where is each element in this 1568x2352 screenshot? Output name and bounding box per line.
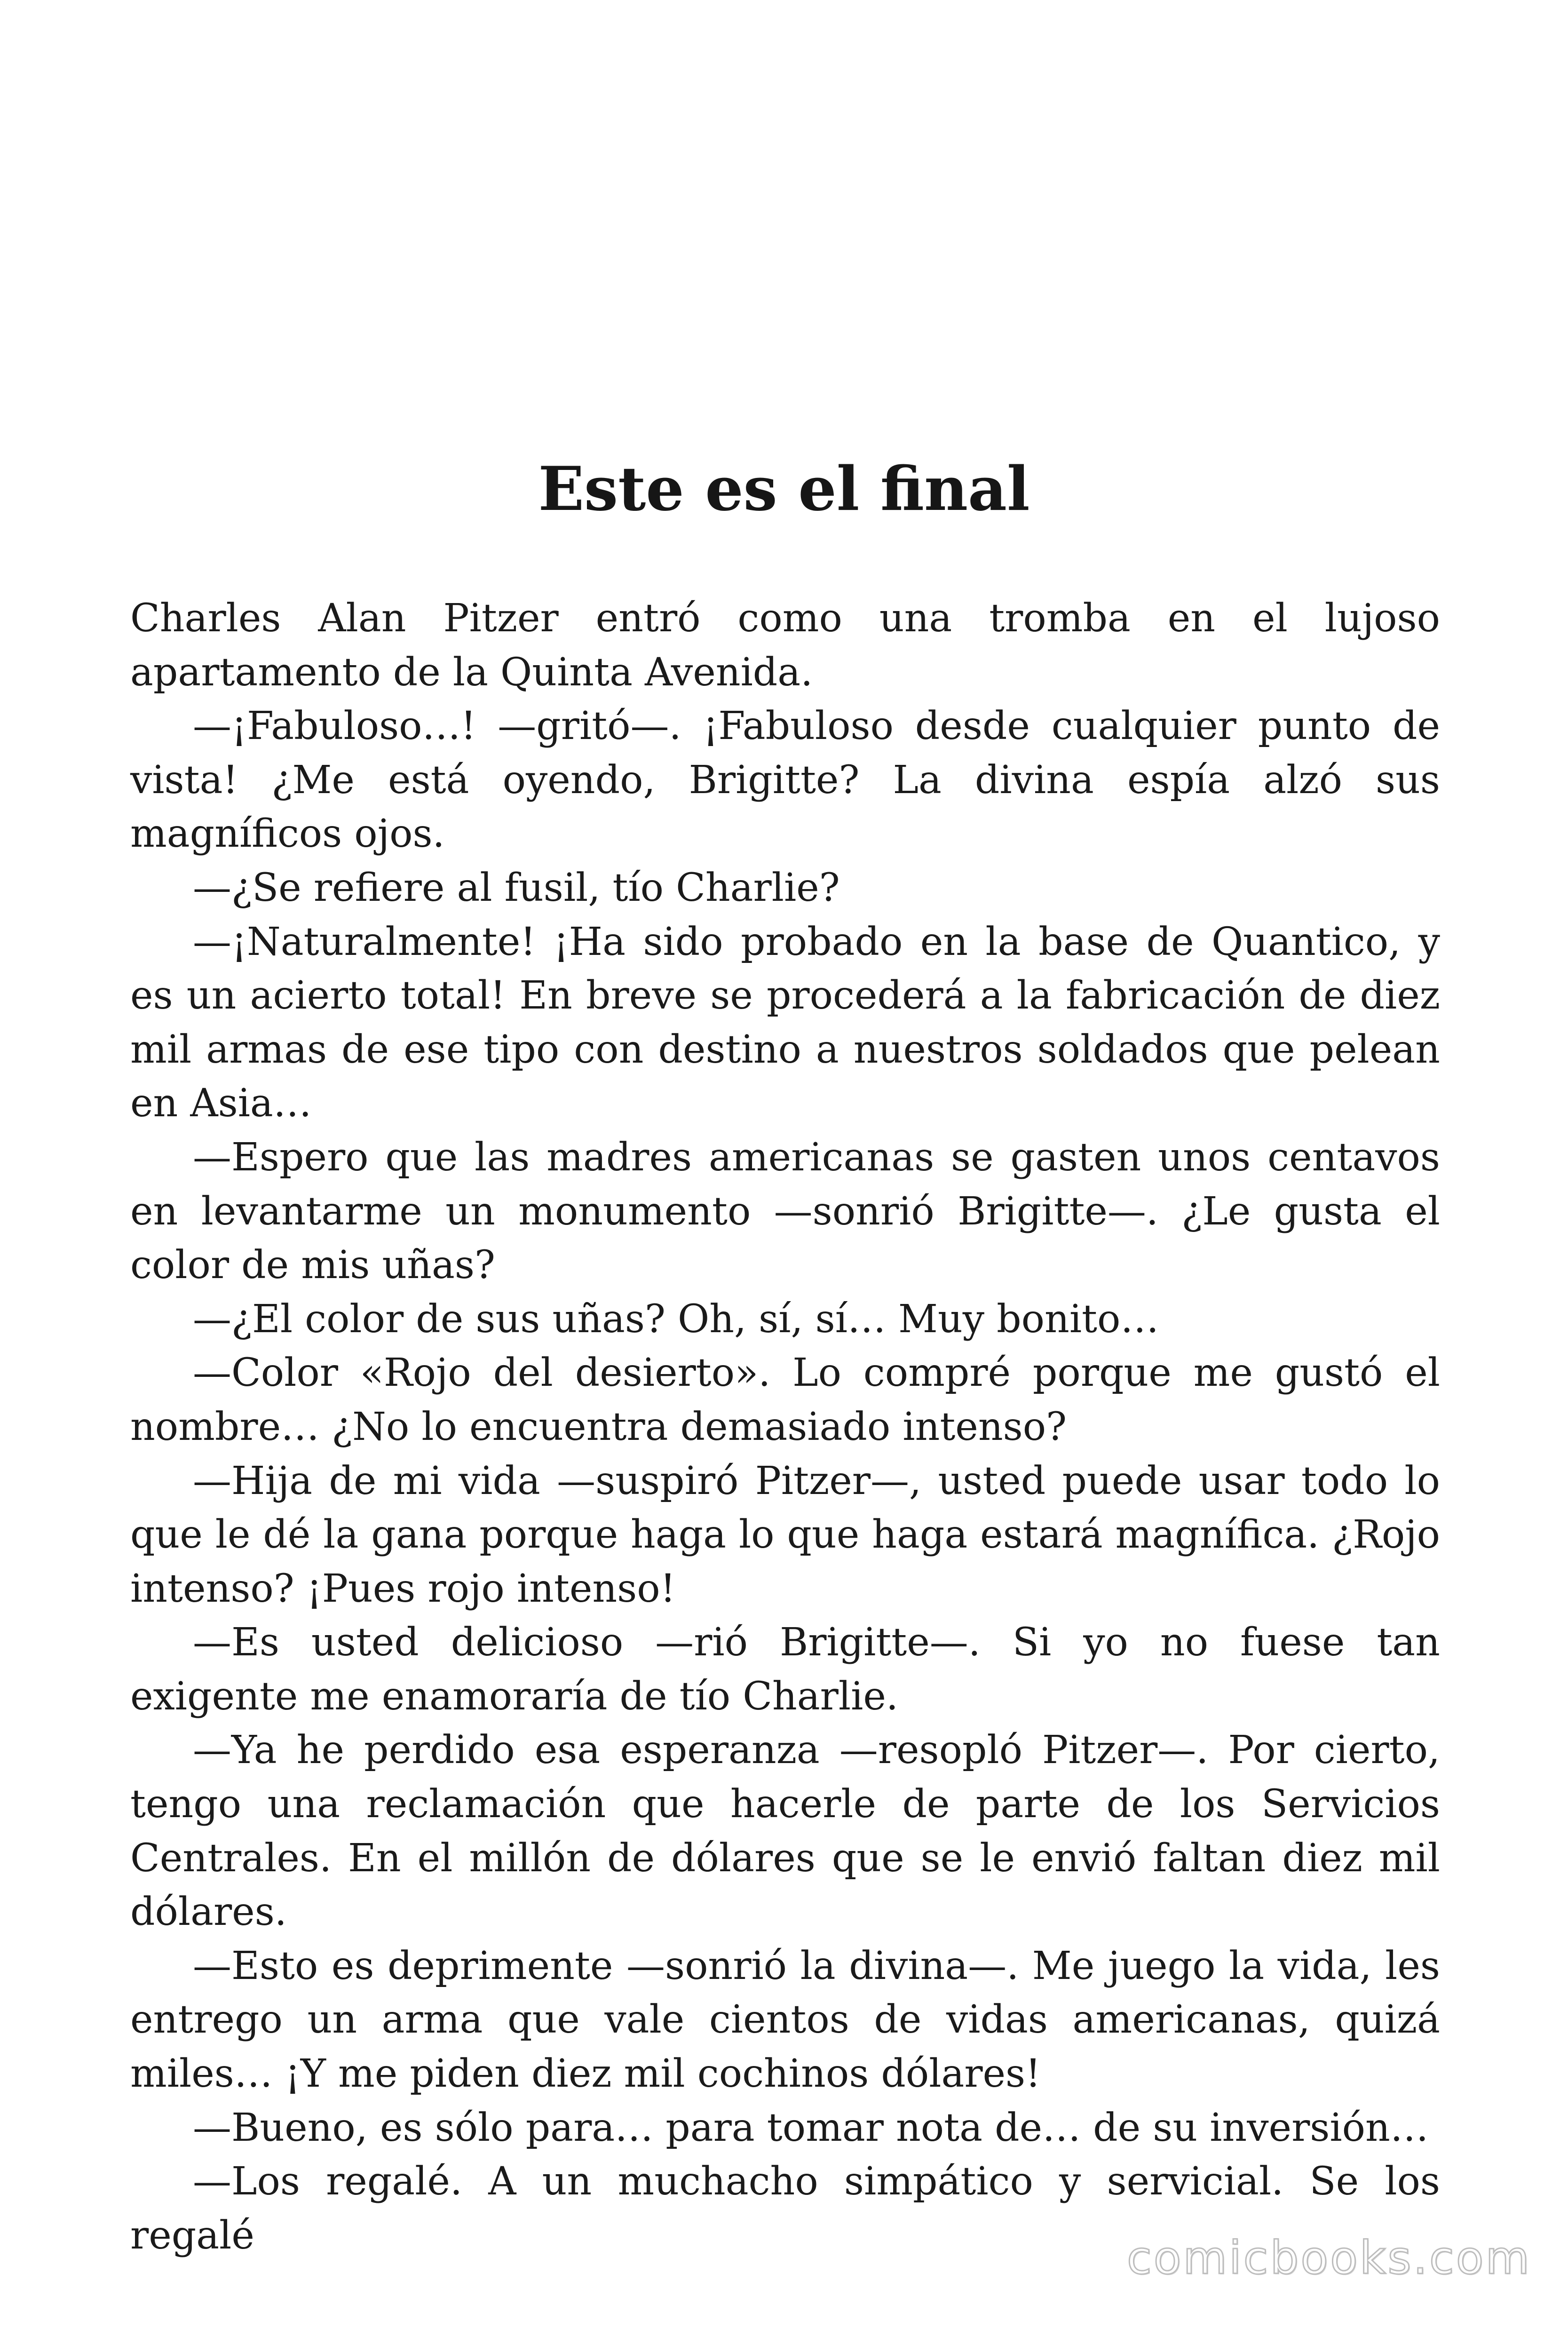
text-body — [130, 592, 1440, 2263]
paragraph: —¡Fabuloso…! —gritó—. ¡Fabuloso desde cualquier punto de vista! ¿Me está oyendo, Brigitte? La divina espía alzó sus magníficos ojos. — [130, 704, 1440, 857]
paragraph: —Esto es deprimente —sonrió la divina—. Me juego la vida, les entrego un arma que vale cientos de vidas americanas, quizá miles… ¡Y me piden diez mil cochinos dólares! — [130, 1943, 1440, 2097]
paragraph: —¿Se refiere al fusil, tío Charlie? — [193, 865, 840, 910]
paragraph: —Bueno, es sólo para… para tomar nota de… de su inversión… — [193, 2105, 1429, 2150]
paragraph: Charles Alan Pitzer entró como una tromba en el lujoso apartamento de la Quinta Avenida. — [130, 596, 1440, 695]
paragraph: —Hija de mi vida —suspiró Pitzer—, usted puede usar todo lo que le dé la gana porque haga lo que haga estará magnífica. ¿Rojo intenso? ¡Pues rojo intenso! — [130, 1458, 1440, 1611]
paragraph: —Espero que las madres americanas se gasten unos centavos en levantarme un monumento —sonrió Brigitte—. ¿Le gusta el color de mis uñas? — [130, 1135, 1440, 1288]
watermark: comicbooks.com — [1126, 2232, 1531, 2284]
chapter-title: Este es el final — [538, 454, 1030, 524]
paragraph: —Los regalé. A un muchacho simpático y servicial. Se los regalé — [130, 2159, 1440, 2258]
paragraph: —Color «Rojo del desierto». Lo compré porque me gustó el nombre… ¿No lo encuentra demasiado intenso? — [130, 1351, 1440, 1449]
paragraph: —Ya he perdido esa esperanza —resopló Pitzer—. Por cierto, tengo una reclamación que hacerle de parte de los Servicios Centrales. En el millón de dólares que se le envió faltan diez mil dólares. — [130, 1728, 1440, 1935]
paragraph: —¡Naturalmente! ¡Ha sido probado en la base de Quantico, y es un acierto total! En breve se procederá a la fabricación de diez mil armas de ese tipo con destino a nuestros soldados que pelean en Asia… — [130, 919, 1440, 1126]
paragraph: —¿El color de sus uñas? Oh, sí, sí… Muy bonito… — [193, 1296, 1159, 1342]
paragraph: —Es usted delicioso —rió Brigitte—. Si yo no fuese tan exigente me enamoraría de tío Charlie. — [130, 1620, 1440, 1719]
